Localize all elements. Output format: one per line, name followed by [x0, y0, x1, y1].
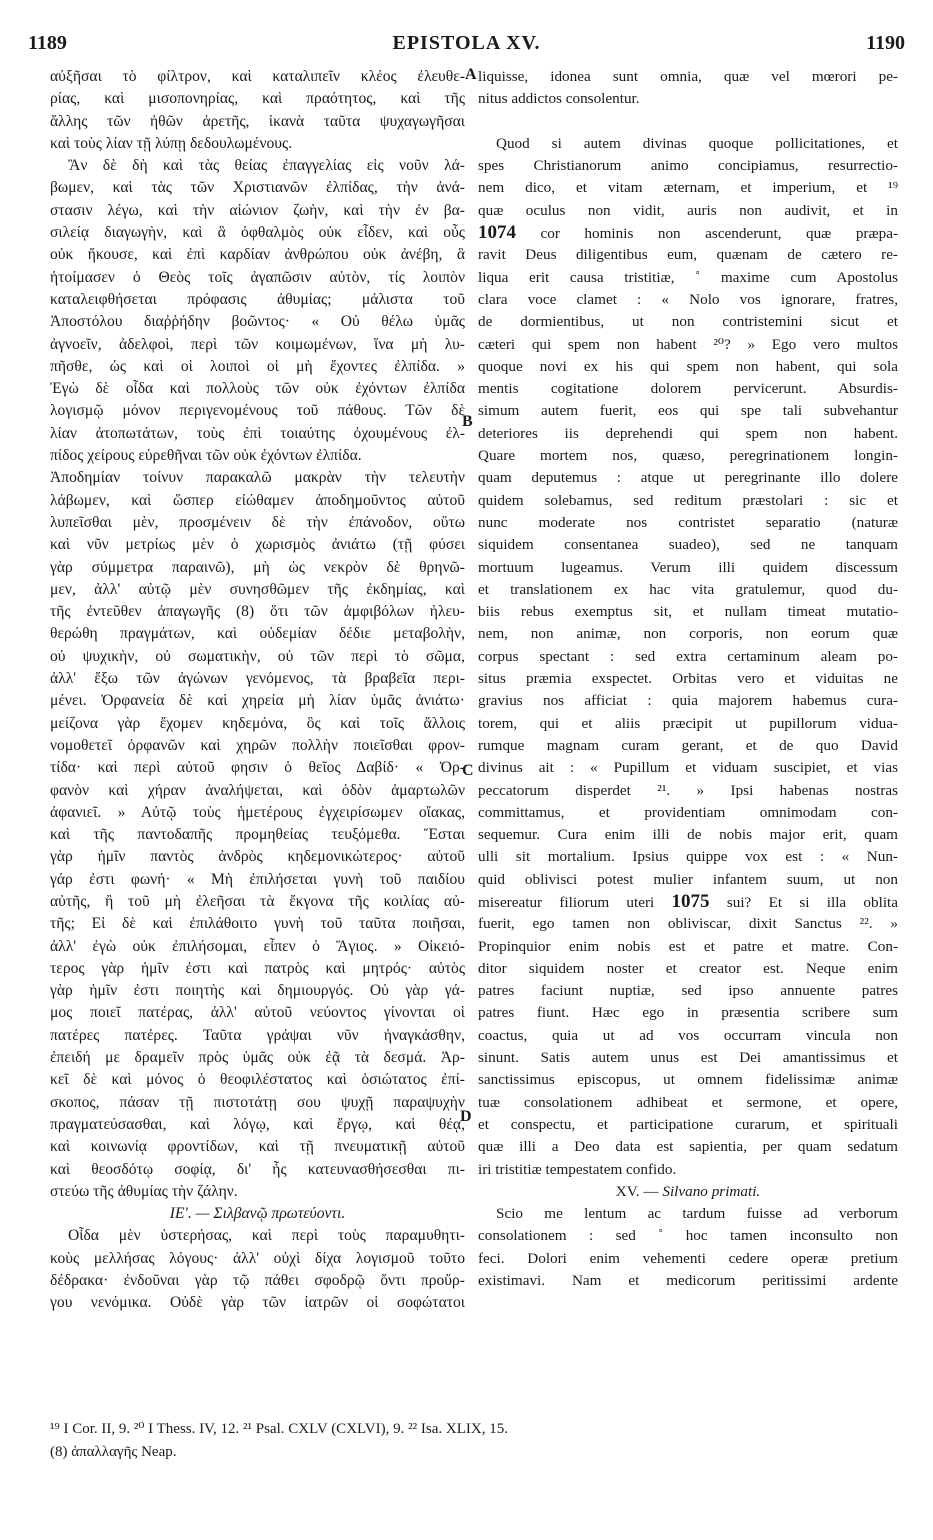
- footnote-references: ¹⁹ I Cor. II, 9. ²⁰ I Thess. IV, 12. ²¹ Psal. CXLV (CXLVI), 9. ²² Isa. XLIX, 15.: [50, 1421, 508, 1437]
- greek-text-line: μος ποιεῖ πατέρας, ἀλλ' αὐτοῦ νεύοντος γίνονται οἱ: [50, 1004, 465, 1022]
- page-number-right: 1190: [866, 32, 905, 54]
- greek-text-line: γου νενόμικα. Οὐδὲ γὰρ τῶν ἰατρῶν οἱ σοφώτατοι: [50, 1294, 465, 1312]
- greek-text-line: ἀγνοεῖν, ἀδελφοὶ, περὶ τῶν κοιμωμένων, ἵνα μὴ λυ-: [50, 335, 465, 353]
- latin-text-line: mentis cogitatione dolorem pervicerunt. Absurdis-: [478, 380, 898, 398]
- latin-text-line: fuerit, ego tamen non obliviscar, dixit Sanctus ²². »: [478, 915, 898, 933]
- latin-text-line: quæ illi a Deo data est sapientia, per quam sedatum: [478, 1138, 898, 1156]
- greek-text-line: ρίας, καὶ μισοπονηρίας, καὶ πραότητος, καὶ τῆς: [50, 90, 465, 108]
- line-text: sui? Et si illa oblita: [726, 893, 899, 911]
- latin-text-line: quæ oculus non vidit, auris non audivit, et in: [478, 201, 898, 219]
- greek-text-line: πίδος χείρους εὑρεθῆναι τῶν οὐκ ἐχόντων ἐλπίδα.: [50, 447, 362, 465]
- greek-text-line: κοὺς μελλήσας λόγους· ἀλλ' οὐχὶ δίχα λογισμοῦ τοῦτο: [50, 1249, 465, 1267]
- greek-text-line: νομοθετεῖ ὀρφανῶν καὶ χηρῶν πολλὴν ποιεῖσθαι φρον-: [50, 736, 465, 754]
- latin-text-line: nunc moderate nos contristet separatio (naturæ: [478, 513, 898, 531]
- latin-text-line: tuæ consolationem adhibeat et sermone, et opere,: [478, 1093, 898, 1111]
- latin-text-line: torem, qui et aliis præcipit ut pupillorum vidua-: [478, 714, 898, 732]
- greek-text-line: αὐξῆσαι τὸ φίλτρον, καὶ καταλιπεῖν κλέος ἐλευθε-: [50, 68, 465, 85]
- margin-marker-c: C: [462, 762, 474, 779]
- footnotes: [50, 1418, 890, 1464]
- greek-text-line: ἄλλης τῶν ἠθῶν ἀρετῆς, ἱκανὰ ταῦτα ψυχαγωγῆσαι: [50, 112, 465, 130]
- heading-number: XV. —: [615, 1182, 663, 1200]
- greek-text-line: τερος γὰρ ἡμῖν ἐστι καὶ πατρὸς καὶ μητρός· αὐτὸς: [50, 959, 465, 977]
- greek-text-line: γὰρ ἡμῖν ἐστι ποιητὴς καὶ δημιουργός. Οὐ γὰρ γά-: [50, 982, 465, 1000]
- greek-text-line: γάρ ἐστι φωνή· « Μὴ ἐπιλήσεται γυνὴ τοῦ παιδίου: [50, 870, 465, 888]
- latin-text-line: divinus ait : « Pupillum et viduam suscipiet, et vias: [478, 759, 898, 777]
- latin-text-line: Propinquior enim nobis est et patre et matre. Con-: [478, 937, 898, 955]
- latin-text-line: liquisse, idonea sunt omnia, quæ vel mœrori pe-: [478, 68, 898, 85]
- greek-text-line: καὶ νῦν μετρίως μὲν ὁ χωρισμὸς ἀνιάτω (τῇ φύσει: [50, 536, 465, 554]
- latin-text-line: iri tristitiæ tempestatem confido.: [478, 1160, 677, 1178]
- greek-text-line: μείζονα γὰρ ἔχομεν κηδεμόνα, ὃς καὶ τοῖς ἄλλοις: [50, 714, 465, 732]
- greek-column: [50, 66, 465, 1315]
- greek-text-line: στασιν λέγω, καὶ τὴν αἰώνιον ζωὴν, καὶ τὴν ἐν βα-: [50, 201, 465, 219]
- greek-text-line: λυπεῖσθαι μὲν, προσμένειν δὲ τὴν ἐπάνοδον, οὕτω: [50, 513, 465, 531]
- latin-text-line: sinunt. Satis autem unus est Dei amantissimus et: [478, 1049, 898, 1067]
- greek-text-line: πῆσθε, ὡς καὶ οἱ λοιποὶ οἱ μὴ ἔχοντες ἐλπίδα. »: [50, 357, 465, 375]
- latin-text-line: committamus, et providentiam omnimodam con-: [478, 803, 898, 821]
- latin-text-line: sanctissimus episcopus, ut omnem fidelissimæ animæ: [478, 1071, 898, 1089]
- latin-text-line: quam deputemus : atque ut peregrinante illo dolere: [478, 469, 898, 487]
- latin-text-line: coactus, quia ut ad vos occurram vincula non: [478, 1026, 898, 1044]
- footnote-variant: (8) ἀπαλλαγῆς Neap.: [50, 1444, 177, 1460]
- greek-letter-heading: ΙΕ'. — Σιλβανῷ πρωτεύοντι.: [169, 1205, 346, 1223]
- latin-text-line: quid oblivisci potest mulier infantem suum, ut non: [478, 870, 898, 888]
- greek-text-line: σκοπος, πάσαν τῇ πιστοτάτῃ σου ψυχῇ παραψυχὴν: [50, 1093, 465, 1111]
- page-number-left: 1189: [28, 32, 67, 54]
- latin-text-line: mortuum lugeamus. Verum illi quidem discessum: [478, 558, 898, 576]
- greek-text-line: καταλειφθήσεται πρόφασις ἀθυμίας; μάλιστα τοῦ: [50, 290, 465, 308]
- greek-text-line: γὰρ ἡμῖν παντὸς ἀνδρὸς κηδεμονικώτερος· αὐτοῦ: [50, 848, 465, 866]
- greek-text-line: λογισμῷ μόνον περιγενομένους τοῦ πάθους. Τῶν δὲ: [50, 402, 465, 420]
- latin-text-line: ravit Deus diligentibus eum, quænam de cætero re-: [478, 246, 898, 264]
- latin-text-line: deteriores iis deprehendi qui spem non habent.: [478, 424, 898, 442]
- greek-text-line: τῆς ἐντεῦθεν ἀπαγωγῆς (8) ὅτι τῶν ἀμφιβόλων ἠλευ-: [50, 603, 465, 621]
- latin-text-line: Quare mortem nos, quæso, peregrinationem longin-: [478, 447, 898, 465]
- latin-text-line: de dormientibus, ut non contristemini sicut et: [478, 313, 898, 331]
- line-text: cor hominis non ascenderunt, quæ præpa-: [540, 225, 898, 243]
- latin-text-line: ditor siquidem noster et creator est. Neque enim: [478, 959, 898, 977]
- greek-text-line: καὶ τῆς παντοδαπῆς προμηθείας τευξόμεθα. Ἔσται: [50, 826, 465, 844]
- latin-text-line: rumque magnam curam gerant, et de quo David: [478, 736, 898, 754]
- greek-text-line: Ἐγὼ δὲ οἶδα καὶ πολλοὺς τῶν οὐκ ἐχόντων ἐλπίδα: [50, 380, 465, 398]
- latin-text-line: et translationem ex hac vita gratulemur, quod du-: [478, 580, 898, 598]
- latin-text-line: nem, non animæ, non corporis, non eorum quæ: [478, 625, 898, 643]
- greek-text-line: δέδρακα· ἐνδοῦναι γὰρ τῷ πάθει σφοδρῷ ὄντι προὔρ-: [50, 1272, 465, 1290]
- latin-text-line: peccatorum disperdet ²¹. » Ipsi habenas nostras: [478, 781, 898, 799]
- greek-text-line: τῆς; Εἰ δὲ καὶ ἐπιλάθοιτο γυνὴ τοῦ ταῦτα ποιῆσαι,: [50, 915, 465, 933]
- greek-text-line: λίαν ἀτοπωτάτων, τοὺς ἐπὶ τοιαύτης ὀχουμένους ἐλ-: [50, 424, 465, 442]
- latin-text-line: [478, 891, 898, 913]
- greek-text-line: γὰρ σύμμετρα παραινῶ), μὴ ὡς νεκρὸν δὲ θρηνῶ-: [50, 558, 465, 576]
- heading-addressee: Silvano primati.: [662, 1182, 761, 1200]
- latin-text-line: [478, 222, 898, 244]
- greek-text-line: βωμεν, καὶ τὰς τῶν Χριστιανῶν ἐλπίδας, τὴν ἀνά-: [50, 179, 465, 197]
- greek-text-line: ἀλλ' ἔξω τῶν ἀγώνων γενόμενος, τὰ βραβεῖα περι-: [50, 670, 465, 688]
- latin-text-line: siquidem consentanea suadeo), sed ne tanquam: [478, 536, 898, 554]
- latin-text-line: spes Christianorum animo concipiamus, resurrectio-: [478, 157, 898, 175]
- greek-text-line: πατέρες πατέρες. Ταῦτα γράψαι νῦν ἠναγκάσθην,: [50, 1026, 465, 1044]
- latin-text-line: corpus spectant : sed extra certaminum aleam po-: [478, 647, 898, 665]
- greek-text-line: οὐκ ἤκουσε, καὶ ἐπὶ καρδίαν ἀνθρώπου οὐκ ἀνέβη, ἃ: [50, 246, 465, 264]
- greek-text-line: τίδα· καὶ περὶ αὐτοῦ φησιν ὁ θεῖος Δαβίδ· « Ὀρ-: [50, 759, 465, 777]
- latin-text-line: ulli sit mortalium. Ipsius quippe vox est : « Nun-: [478, 848, 898, 866]
- greek-text-line: καὶ τοὺς λίαν τῇ λύπῃ δεδουλωμένους.: [50, 134, 293, 152]
- greek-text-line: καὶ κοινωνίᾳ φροντίδων, καὶ τῇ πνευματικῇ αὐτοῦ: [50, 1138, 465, 1156]
- greek-text-line: Οἶδα μὲν ὑστερήσας, καὶ περὶ τοὺς παραμυθητι-: [68, 1227, 465, 1245]
- latin-text-line: patres fiunt. Hæc ego in præsentia scribere sum: [478, 1004, 898, 1022]
- latin-text-line: et conspectu, et participatione curarum, et spirituali: [478, 1115, 898, 1133]
- latin-letter-heading: [478, 1181, 898, 1203]
- latin-text-line: nem dico, et vitam æternam, et imperium, et ¹⁹: [478, 179, 898, 197]
- latin-text-line: biis rebus exemptus sit, et nullam timeat mutatio-: [478, 603, 898, 621]
- latin-text-line: quoque novi ex his qui spem non habent, qui sola: [478, 357, 898, 375]
- latin-text-line: consolationem : sed ˚ hoc tamen inconsulto non: [478, 1227, 898, 1245]
- latin-column: [478, 66, 898, 1292]
- margin-marker-b: B: [462, 413, 473, 430]
- greek-text-line: στεύω τῆς ἀθυμίας τὴν ζάλην.: [50, 1182, 238, 1200]
- latin-text-line: sequemur. Cura enim illi de nobis major erit, quam: [478, 826, 898, 844]
- greek-text-line: καὶ θεοσδότῳ σοφίᾳ, δι' ἧς κατευνασθήσεσθαι πι-: [50, 1160, 465, 1178]
- latin-text-line: nitus addictos consolentur.: [478, 90, 640, 108]
- greek-text-line: ἀλλ' ἐγὼ οὐκ ἐπιλήσομαι, εἶπεν ὁ Ἅγιος. » Οἰκειό-: [50, 937, 465, 955]
- margin-marker-a: A: [465, 66, 477, 83]
- greek-text-line: λάβωμεν, καὶ ὥσπερ εἰώθαμεν ἀποδημοῦντος αὐτοῦ: [50, 491, 465, 509]
- greek-text-line: οὐ ψυχικὴν, οὐ σωματικὴν, οὐ τῶν περὶ τὸ σῶμα,: [50, 647, 465, 665]
- margin-marker-d: D: [460, 1108, 472, 1125]
- greek-text-line: κεῖ δὲ καὶ μόνος ὁ θεοφιλέστατος καὶ ὁσιώτατος ἐπί-: [50, 1071, 465, 1089]
- running-title: EPISTOLA XV.: [392, 32, 541, 54]
- greek-text-line: θερώθη πραγμάτων, καὶ οὐδεμίαν δέδιε μεταβολὴν,: [50, 625, 465, 643]
- latin-text-line: quidem solebamus, sed reditum præstolari : sic et: [478, 491, 898, 509]
- latin-text-line: Quod si autem divinas quoque pollicitationes, et: [496, 134, 898, 152]
- latin-text-line: clara voce clamet : « Nolo vos ignorare, fratres,: [478, 290, 898, 308]
- greek-text-line: πραγματεύσασθαι, καὶ λόγῳ, καὶ ἔργῳ, καὶ θέᾳ,: [50, 1115, 465, 1133]
- greek-text-line: σιλείᾳ διαγωγὴν, καὶ ἃ ὀφθαλμὸς οὐκ εἶδεν, καὶ οὖς: [50, 224, 465, 242]
- greek-text-line: Ἀποδημίαν τοίνυν παρακαλῶ μακρὰν τὴν τελευτὴν: [50, 469, 465, 487]
- latin-text-line: gravius nos afficiat : quia majorem habemus cura-: [478, 692, 898, 710]
- latin-text-line: existimavi. Nam et medicorum peritissimi ardente: [478, 1272, 898, 1290]
- latin-text-line: liqua erit causa tristitiæ, ˚ maxime cum Apostolus: [478, 268, 898, 286]
- greek-text-line: ἡτοίμασεν ὁ Θεὸς τοῖς ἀγαπῶσιν αὐτὸν, τίς λοιπὸν: [50, 268, 465, 286]
- greek-text-line: φανὸν καὶ χήραν ἀναλήψεται, καὶ ὁδὸν ἁμαρτωλῶν: [50, 781, 465, 799]
- column-number: 1075: [671, 890, 710, 912]
- line-text: misereatur filiorum uteri: [478, 893, 655, 911]
- latin-text-line: situs præmia exspectet. Orbitas vero et viduitas ne: [478, 670, 898, 688]
- greek-text-line: αὐτῆς, ἢ τοῦ μὴ ἐλεῆσαι τὰ ἔκγονα τῆς κοιλίας αὐ-: [50, 892, 465, 910]
- greek-text-line: Ἀποστόλου διαῤῥήδην βοῶντος· « Οὐ θέλω ὑμᾶς: [50, 313, 465, 331]
- greek-text-line: ἀφανιεῖ. » Αὐτῷ τοὺς ἡμετέρους ἐγχειρίσωμεν οἴακας,: [50, 803, 465, 821]
- latin-text-line: Scio me lentum ac tardum fuisse ad verborum: [496, 1205, 898, 1223]
- greek-text-line: μένει. Ὀρφανεία δὲ καὶ χηρεία μὴ λίαν ὑμᾶς ἀνιάτω·: [50, 692, 465, 710]
- latin-text-line: patres faciunt nuptiæ, sed ipso annuente patres: [478, 982, 898, 1000]
- latin-text-line: cæteri qui spem non habent ²⁰? » Ego vero multos: [478, 335, 898, 353]
- latin-text-line: simum autem fuerit, eos qui spe tali subvehantur: [478, 402, 898, 420]
- greek-text-line: Ἂν δὲ δὴ καὶ τὰς θείας ἐπαγγελίας εἰς νοῦν λά-: [68, 157, 465, 175]
- greek-text-line: μεν, ἀλλ' αὐτῷ μὲν συνησθῶμεν τῆς ἐκδημίας, καὶ: [50, 580, 465, 598]
- column-number: 1074: [478, 222, 516, 244]
- latin-text-line: feci. Dolori enim vehementi cedere operæ pretium: [478, 1249, 898, 1267]
- spacer: [478, 111, 898, 133]
- greek-text-line: ἐπειδή με δραμεῖν πρὸς ὑμᾶς οὐκ ἐᾷ τὰ δεσμά. Ἀρ-: [50, 1049, 465, 1067]
- page-header: [28, 32, 905, 62]
